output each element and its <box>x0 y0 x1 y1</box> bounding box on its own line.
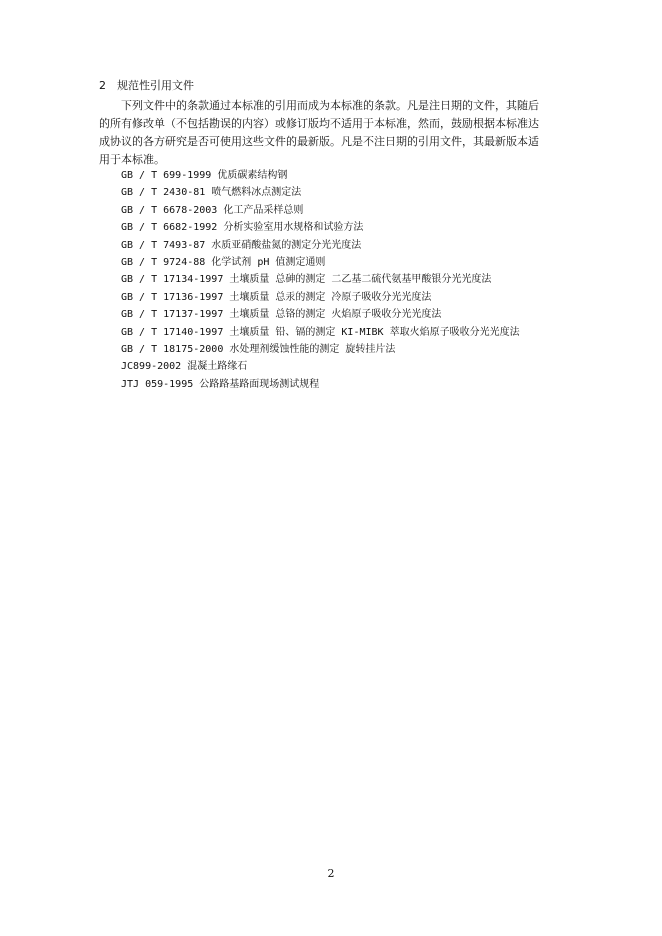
reference-item: GB / T 699-1999 优质碳素结构钢 <box>121 170 288 181</box>
reference-item: GB / T 9724-88 化学试剂 pH 值测定通则 <box>121 256 326 268</box>
paragraph-line: 用于本标准。 <box>99 153 165 166</box>
paragraph-line: 下列文件中的条款通过本标准的引用而成为本标准的条款。凡是注日期的文件，其随后 <box>121 99 539 112</box>
section-number: 2 <box>99 79 106 92</box>
reference-item: GB / T 2430-81 喷气燃料冰点测定法 <box>121 187 302 199</box>
reference-item: JC899-2002 混凝土路缘石 <box>121 361 248 373</box>
paragraph-line: 成协议的各方研究是否可使用这些文件的最新版。凡是不注日期的引用文件，其最新版本适 <box>99 135 539 148</box>
reference-item: GB / T 6682-1992 分析实验室用水规格和试验方法 <box>121 222 364 234</box>
reference-item: GB / T 17134-1997 土壤质量 总砷的测定 二乙基二硫代氨基甲酸银分光光度法 <box>121 274 492 286</box>
section-title: 规范性引用文件 <box>117 79 194 92</box>
reference-item: GB / T 17140-1997 土壤质量 铅、镉的测定 KI-MIBK 萃取火焰原子吸收分光光度法 <box>121 326 520 338</box>
paragraph-line: 的所有修改单（不包括勘误的内容）或修订版均不适用于本标准，然而，鼓励根据本标准达 <box>99 117 539 130</box>
section-heading <box>99 78 194 93</box>
reference-list <box>121 167 561 393</box>
reference-item: GB / T 18175-2000 水处理剂缓蚀性能的测定 旋转挂片法 <box>121 343 396 355</box>
reference-item: GB / T 17137-1997 土壤质量 总铬的测定 火焰原子吸收分光光度法 <box>121 309 442 321</box>
reference-item: GB / T 7493-87 水质亚硝酸盐氮的测定分光光度法 <box>121 239 362 251</box>
page-number: 2 <box>327 867 335 880</box>
reference-item: GB / T 6678-2003 化工产品采样总则 <box>121 204 304 216</box>
reference-item: GB / T 17136-1997 土壤质量 总汞的测定 冷原子吸收分光光度法 <box>121 291 432 303</box>
intro-paragraph <box>99 97 564 169</box>
reference-item: JTJ 059-1995 公路路基路面现场测试规程 <box>121 378 320 390</box>
